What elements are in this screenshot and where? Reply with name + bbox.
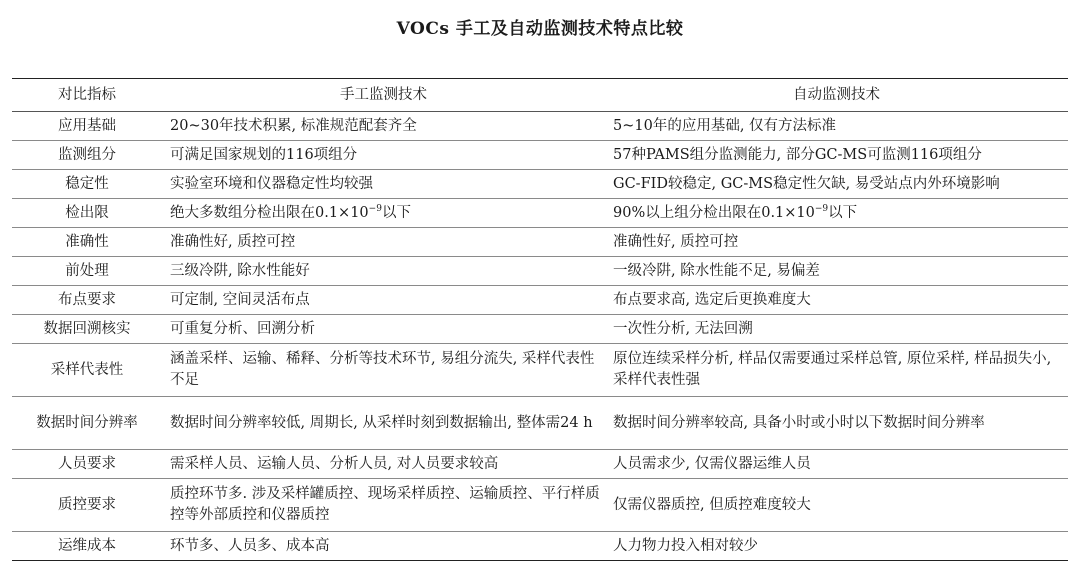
indicator-cell: 检出限 — [12, 199, 162, 228]
manual-cell: 可定制, 空间灵活布点 — [162, 286, 605, 315]
manual-cell: 环节多、人员多、成本高 — [162, 532, 605, 561]
indicator-cell: 数据回溯核实 — [12, 315, 162, 344]
manual-cell: 需采样人员、运输人员、分析人员, 对人员要求较高 — [162, 450, 605, 479]
exponent: −9 — [814, 203, 829, 214]
table-row — [12, 170, 1068, 199]
table-row — [12, 141, 1068, 170]
comparison-table — [12, 78, 1068, 561]
table-row — [12, 286, 1068, 315]
indicator-cell: 布点要求 — [12, 286, 162, 315]
indicator-cell: 质控要求 — [12, 479, 162, 532]
auto-cell: 一级冷阱, 除水性能不足, 易偏差 — [605, 257, 1068, 286]
table-row — [12, 315, 1068, 344]
auto-text: 90%以上组分检出限在0.1×10 — [613, 204, 815, 221]
header-indicator: 对比指标 — [12, 79, 162, 112]
table-row — [12, 257, 1068, 286]
manual-tail: 以下 — [381, 204, 411, 221]
indicator-cell: 运维成本 — [12, 532, 162, 561]
auto-cell: 仅需仪器质控, 但质控难度较大 — [605, 479, 1068, 532]
auto-cell: 准确性好, 质控可控 — [605, 228, 1068, 257]
auto-cell: 数据时间分辨率较高, 具备小时或小时以下数据时间分辨率 — [605, 397, 1068, 450]
auto-cell: 人力物力投入相对较少 — [605, 532, 1068, 561]
manual-cell: 准确性好, 质控可控 — [162, 228, 605, 257]
header-auto: 自动监测技术 — [605, 79, 1068, 112]
manual-cell: 数据时间分辨率较低, 周期长, 从采样时刻到数据输出, 整体需24 h — [162, 397, 605, 450]
auto-cell: 人员需求少, 仅需仪器运维人员 — [605, 450, 1068, 479]
manual-cell: 可满足国家规划的116项组分 — [162, 141, 605, 170]
indicator-cell: 采样代表性 — [12, 344, 162, 397]
indicator-cell: 监测组分 — [12, 141, 162, 170]
indicator-cell: 稳定性 — [12, 170, 162, 199]
manual-cell — [162, 199, 605, 228]
table-row — [12, 450, 1068, 479]
auto-cell: 一次性分析, 无法回溯 — [605, 315, 1068, 344]
indicator-cell: 准确性 — [12, 228, 162, 257]
table-row — [12, 532, 1068, 561]
table-row — [12, 228, 1068, 257]
manual-cell: 质控环节多. 涉及采样罐质控、现场采样质控、运输质控、平行样质控等外部质控和仪器质控 — [162, 479, 605, 532]
auto-cell: 57种PAMS组分监测能力, 部分GC-MS可监测116项组分 — [605, 141, 1068, 170]
table-row — [12, 479, 1068, 532]
table-row — [12, 344, 1068, 397]
indicator-cell: 前处理 — [12, 257, 162, 286]
manual-cell: 实验室环境和仪器稳定性均较强 — [162, 170, 605, 199]
auto-cell — [605, 199, 1068, 228]
indicator-cell: 应用基础 — [12, 112, 162, 141]
table-row — [12, 112, 1068, 141]
auto-cell: 5~10年的应用基础, 仅有方法标准 — [605, 112, 1068, 141]
table-title: VOCs 手工及自动监测技术特点比较 — [396, 19, 684, 39]
manual-cell: 20~30年技术积累, 标准规范配套齐全 — [162, 112, 605, 141]
exponent: −9 — [368, 203, 382, 214]
manual-cell: 可重复分析、回溯分析 — [162, 315, 605, 344]
auto-cell: 原位连续采样分析, 样品仅需要通过采样总管, 原位采样, 样品损失小, 采样代表性强 — [605, 344, 1068, 397]
header-manual: 手工监测技术 — [162, 79, 605, 112]
manual-text: 绝大多数组分检出限在0.1×10 — [170, 204, 369, 221]
header-row — [12, 79, 1068, 112]
manual-cell: 涵盖采样、运输、稀释、分析等技术环节, 易组分流失, 采样代表性不足 — [162, 344, 605, 397]
indicator-cell: 人员要求 — [12, 450, 162, 479]
auto-cell: 布点要求高, 选定后更换难度大 — [605, 286, 1068, 315]
table-row — [12, 199, 1068, 228]
table-row — [12, 397, 1068, 450]
indicator-cell: 数据时间分辨率 — [12, 397, 162, 450]
auto-cell: GC-FID较稳定, GC-MS稳定性欠缺, 易受站点内外环境影响 — [605, 170, 1068, 199]
auto-tail: 以下 — [828, 204, 858, 221]
manual-cell: 三级冷阱, 除水性能好 — [162, 257, 605, 286]
